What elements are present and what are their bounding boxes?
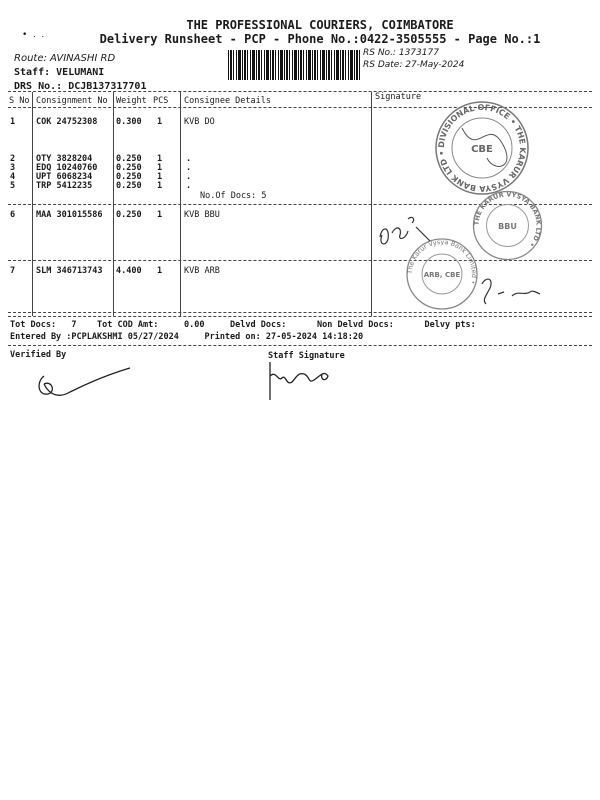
col-divider-consignee [371, 92, 372, 316]
divisional-office-stamp [432, 98, 532, 198]
staff-value: VELUMANI [56, 67, 105, 78]
staff-label: Staff: [14, 67, 51, 78]
row-consignee: . [186, 181, 192, 191]
row-pcs: 1 [157, 154, 163, 164]
row-pcs: 1 [157, 266, 163, 276]
header-pcs: PCS [153, 96, 169, 106]
col-divider-sno [32, 92, 33, 316]
rs-no-value: 1373177 [398, 48, 439, 58]
header-consignment: Consignment No [36, 96, 108, 106]
row-consignment: SLM 346713743 [36, 266, 103, 276]
row-consignee: . [186, 163, 192, 173]
row-sno: 1 [10, 117, 16, 127]
svg-text:DIVISIONAL OFFICE • THE KARUR: DIVISIONAL OFFICE • THE KARUR VYSYA BANK LTD • [436, 102, 528, 194]
totals-line: Tot Docs: 7 Tot COD Amt: 0.00 Delvd Docs: Non Delvd Docs: Delvy pts: [10, 320, 476, 330]
drs-value: DCJB137317701 [68, 81, 147, 92]
rs-no-label: RS No.: [363, 48, 396, 58]
rs-date-line [363, 60, 464, 70]
row-consignment: COK 24752308 [36, 117, 98, 127]
svg-text:CBE: CBE [471, 144, 493, 155]
verified-by-label: Verified By [10, 350, 67, 360]
row-consignment: UPT 6068234 [36, 172, 93, 182]
row-consignee: KVB ARB [184, 266, 220, 276]
row-weight: 0.300 [116, 117, 142, 127]
row-consignee: KVB BBU [184, 210, 220, 220]
row-weight: 0.250 [116, 181, 142, 191]
bbu-branch-stamp [470, 188, 545, 263]
row-pcs: 1 [157, 163, 163, 173]
header-signature: Signature [375, 92, 422, 102]
col-divider-pcs [180, 92, 181, 316]
row-weight: 0.250 [116, 172, 142, 182]
company-title: THE PROFESSIONAL COURIERS, COIMBATORE [186, 18, 454, 32]
row-consignee: KVB DO [184, 117, 215, 127]
route-line [14, 53, 115, 64]
row-sno: 6 [10, 210, 16, 220]
row-weight: 0.250 [116, 154, 142, 164]
header-sno: S No [9, 96, 30, 106]
svg-text:ARB, CBE: ARB, CBE [423, 271, 461, 279]
row-consignee: . [186, 154, 192, 164]
signature-row-7 [472, 270, 552, 310]
table-top-rule [8, 91, 592, 92]
row-pcs: 1 [157, 117, 163, 127]
header-weight: Weight [116, 96, 147, 106]
no-of-docs: No.Of Docs: 5 [200, 191, 267, 201]
row-weight: 4.400 [116, 266, 142, 276]
drs-label: DRS No.: [14, 81, 63, 92]
barcode [228, 50, 360, 80]
row-consignment: EDQ 10240760 [36, 163, 98, 173]
row-consignment: TRP 5412235 [36, 181, 93, 191]
row-sno: 2 [10, 154, 16, 164]
staff-signature-label: Staff Signature [268, 351, 345, 361]
totals-bottom-rule [8, 345, 592, 346]
svg-text:THE KARUR VYSYA BANK LTD •: THE KARUR VYSYA BANK LTD • [472, 190, 543, 249]
rs-date-value: 27-May-2024 [405, 60, 465, 70]
rs-date-label: RS Date: [363, 60, 403, 70]
signature-row-6 [372, 205, 442, 255]
row-pcs: 1 [157, 210, 163, 220]
entered-by-line: Entered By :PCPLAKSHMI 05/27/2024 Printed on: 27-05-2024 14:18:20 [10, 332, 364, 342]
svg-text:BBU: BBU [498, 222, 517, 231]
row-sno: 7 [10, 266, 16, 276]
staff-signature [262, 356, 342, 406]
staff-line [14, 67, 104, 78]
row-consignment: MAA 301015586 [36, 210, 103, 220]
row-consignment: OTY 3828204 [36, 154, 93, 164]
row-weight: 0.250 [116, 163, 142, 173]
table-bottom-rule [8, 316, 592, 317]
rs-no-line [363, 48, 439, 58]
row-sno: 4 [10, 172, 16, 182]
row-pcs: 1 [157, 172, 163, 182]
route-label: Route: [14, 53, 47, 64]
route-value: AVINASHI RD [50, 53, 116, 64]
verifier-signature [30, 362, 140, 407]
row-sno: 5 [10, 181, 16, 191]
row-pcs: 1 [157, 181, 163, 191]
row-sno: 3 [10, 163, 16, 173]
row-consignee: . [186, 172, 192, 182]
col-divider-consignment [113, 92, 114, 316]
runsheet-subtitle: Delivery Runsheet - PCP - Phone No.:0422-3505555 - Page No.:1 [99, 32, 541, 46]
svg-text:The Karur Vysya Bank Limited •: The Karur Vysya Bank Limited • [405, 237, 479, 286]
header-consignee: Consignee Details [184, 96, 271, 106]
row-rule-3 [8, 312, 592, 313]
corner-mark: • ․ ․ [22, 30, 45, 40]
row-weight: 0.250 [116, 210, 142, 220]
